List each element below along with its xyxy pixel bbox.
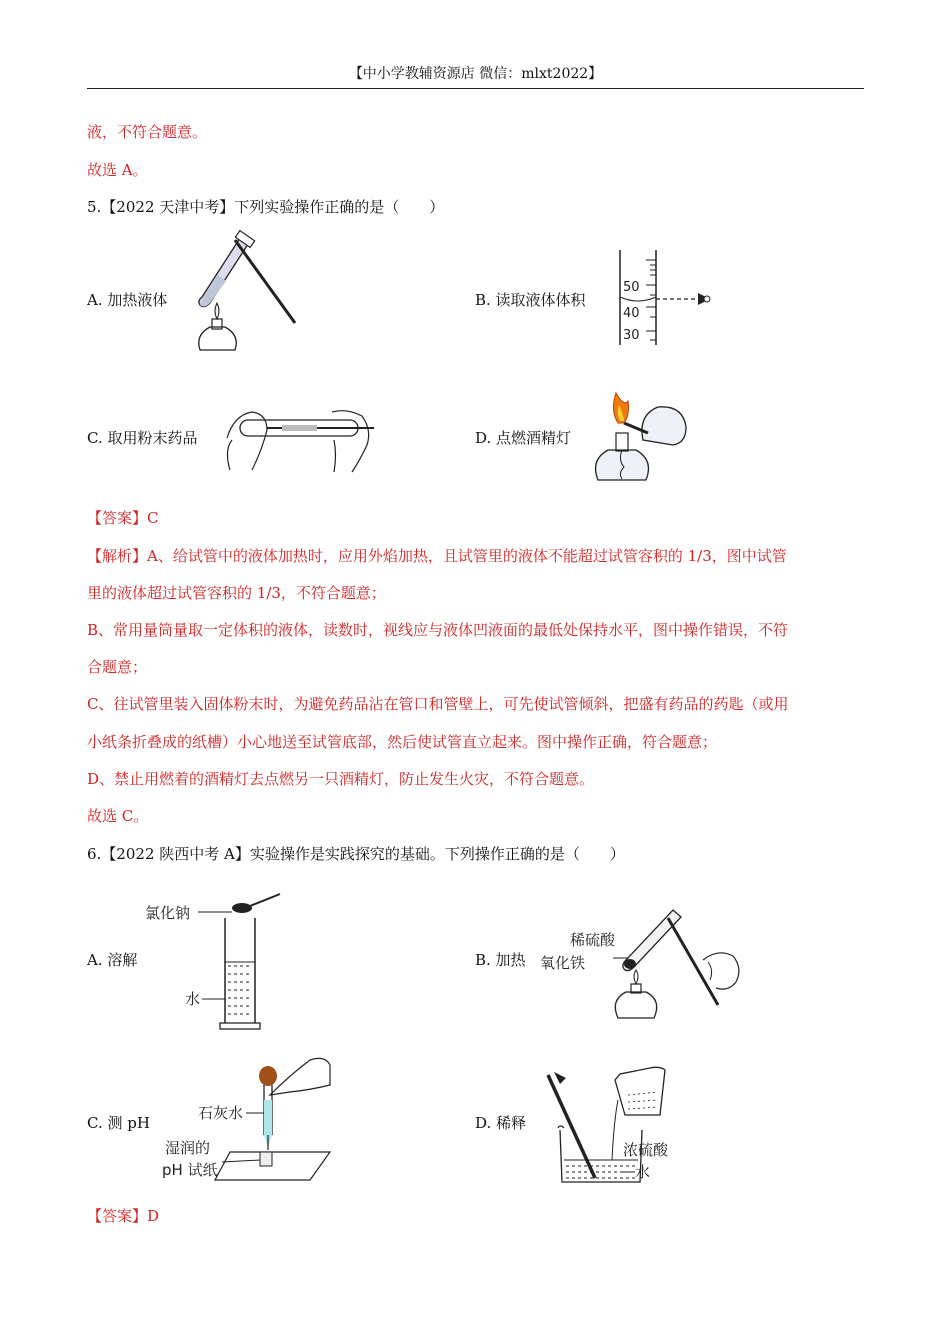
q6-stem: 6.【2022 陕西中考 A】实验操作是实践探究的基础。下列操作正确的是（ ） — [87, 845, 625, 863]
cylinder-tick-50: 50 — [623, 280, 640, 295]
q5-figure-powder-sampling — [222, 400, 382, 475]
label-acid: 稀硫酸 — [570, 931, 616, 949]
q5-choice: 故选 C。 — [87, 807, 149, 825]
q6-answer: 【答案】D — [87, 1207, 160, 1225]
q5-option-c: C. 取用粉末药品 — [87, 429, 198, 447]
label-conc-acid: 浓硫酸 — [623, 1141, 669, 1159]
cylinder-tick-30: 30 — [623, 328, 640, 343]
q5-stem: 5.【2022 天津中考】下列实验操作正确的是（ ） — [87, 198, 445, 216]
q6-option-a: A. 溶解 — [87, 951, 138, 969]
label-oxide: 氧化铁 — [540, 954, 586, 972]
q5-option-a: A. 加热液体 — [87, 291, 168, 309]
label-limewater: 石灰水 — [198, 1104, 244, 1122]
label-paper-2: pH 试纸 — [162, 1161, 218, 1179]
q6-figure-heating — [538, 900, 748, 1025]
q5-analysis-line-2: 里的液体超过试管容积的 1/3，不符合题意； — [87, 584, 386, 602]
label-water-d: 水 — [635, 1163, 651, 1181]
q6-option-c: C. 测 pH — [87, 1114, 150, 1132]
page-header: 【中小学教辅资源店 微信：mlxt2022】 — [87, 64, 864, 89]
q5-answer: 【答案】C — [87, 509, 159, 527]
q5-figure-lighting-lamp — [588, 385, 698, 490]
q6-figure-dilution — [540, 1060, 690, 1185]
q5-analysis-line-3: B、常用量筒量取一定体积的液体，读数时，视线应与液体凹液面的最低处保持水平，图中操作错误，不符 — [87, 621, 789, 639]
q6-figure-dissolving — [140, 888, 290, 1038]
q5-analysis-line-6: 小纸条折叠成的纸槽）小心地送至试管底部，然后使试管直立起来。图中操作正确，符合题意； — [87, 733, 718, 751]
label-water-a: 水 — [185, 990, 201, 1008]
label-paper-1: 湿润的 — [165, 1139, 211, 1157]
q5-figure-heating-liquid — [180, 215, 305, 365]
q6-option-b: B. 加热 — [475, 951, 526, 969]
q5-figure-reading-volume — [610, 245, 720, 350]
q5-analysis-line-4: 合题意； — [87, 658, 148, 676]
q6-option-d: D. 稀释 — [475, 1114, 527, 1132]
q5-option-b: B. 读取液体体积 — [475, 291, 586, 309]
arrow-icon — [554, 1072, 566, 1084]
label-nacl: 氯化钠 — [145, 904, 191, 922]
q5-analysis-line-1: 【解析】A、给试管中的液体加热时，应用外焰加热，且试管里的液体不能超过试管容积的 1/3，图中试管 — [87, 547, 787, 565]
q5-analysis-line-7: D、禁止用燃着的酒精灯去点燃另一只酒精灯，防止发生火灾，不符合题意。 — [87, 770, 595, 788]
prev-choice: 故选 A。 — [87, 161, 148, 179]
prev-explanation-tail: 液，不符合题意。 — [87, 123, 208, 141]
q5-option-d: D. 点燃酒精灯 — [475, 429, 572, 447]
cylinder-tick-40: 40 — [623, 306, 640, 321]
q6-figure-ph-test — [160, 1050, 335, 1185]
q5-analysis-line-5: C、往试管里装入固体粉末时，为避免药品沾在管口和管壁上，可先使试管倾斜，把盛有药品的药匙（或用 — [87, 695, 789, 713]
